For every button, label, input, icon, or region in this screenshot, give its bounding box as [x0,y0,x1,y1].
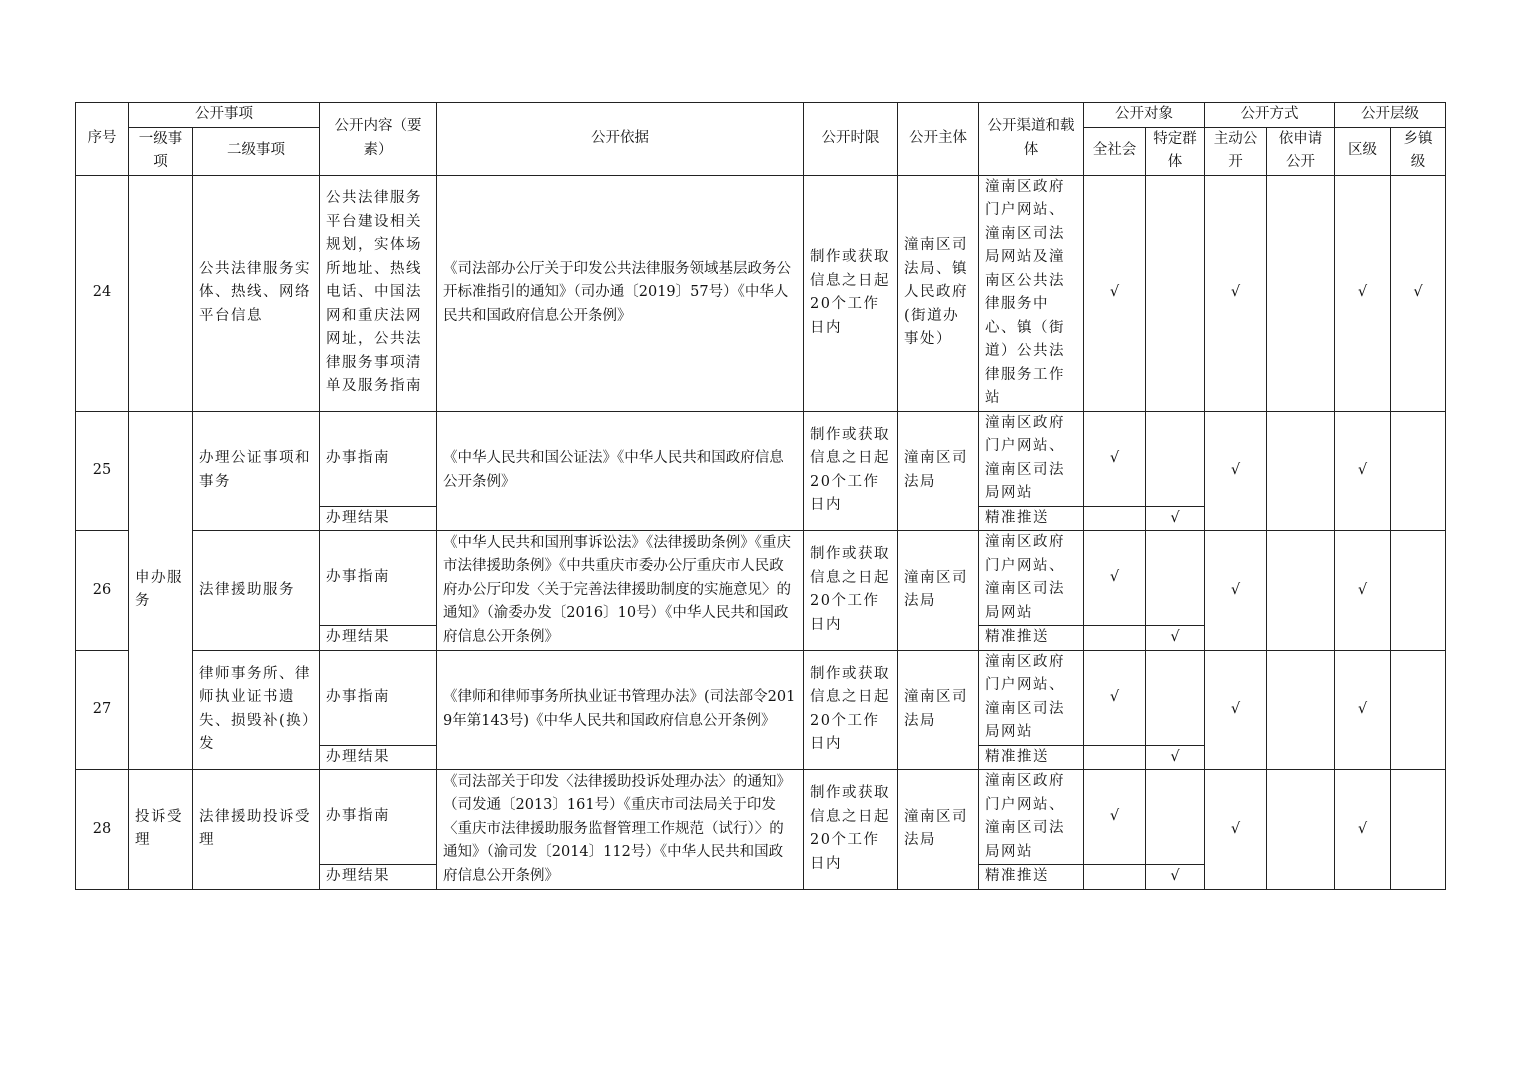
check-target-public: √ [1084,531,1146,626]
check-tier-town [1391,770,1446,890]
header-seq: 序号 [76,103,129,176]
row-channel-result: 精准推送 [979,745,1084,770]
check-target-specific [1146,650,1205,745]
check-target-specific [1146,411,1205,506]
check-tier-town: √ [1391,175,1446,411]
row-time-limit: 制作或获取信息之日起20个工作日内 [804,411,898,531]
row-level2: 法律援助投诉受理 [193,770,320,890]
check-target-specific: √ [1146,865,1205,890]
row-time-limit: 制作或获取信息之日起20个工作日内 [804,650,898,770]
row-seq: 24 [76,175,129,411]
header-row-1 [76,103,1446,128]
row-subject: 潼南区司法局 [898,650,979,770]
row-time-limit: 制作或获取信息之日起20个工作日内 [804,770,898,890]
check-mode-active: √ [1205,175,1267,411]
row-content-guide: 办事指南 [320,770,437,865]
disclosure-table [75,102,1446,890]
header-channel: 公开渠道和载体 [979,103,1084,176]
check-mode-active: √ [1205,531,1267,651]
check-mode-request [1267,770,1335,890]
row-subject: 潼南区司法局 [898,411,979,531]
row-time-limit: 制作或获取信息之日起20个工作日内 [804,175,898,411]
row-content-guide: 办事指南 [320,411,437,506]
row-channel-guide: 潼南区政府门户网站、潼南区司法局网站 [979,650,1084,745]
check-target-public: √ [1084,770,1146,865]
header-items: 公开事项 [129,103,320,128]
row-channel-result: 精准推送 [979,506,1084,531]
header-target: 公开对象 [1084,103,1205,128]
check-target-specific [1146,175,1205,411]
table-row [76,531,1446,626]
row-channel-guide: 潼南区政府门户网站、潼南区司法局网站 [979,770,1084,865]
row-level1: 投诉受理 [129,770,193,890]
check-mode-active: √ [1205,770,1267,890]
check-mode-active: √ [1205,650,1267,770]
row-level2: 法律援助服务 [193,531,320,651]
row-channel: 潼南区政府门户网站、潼南区司法局网站及潼南区公共法律服务中心、镇（街道）公共法律服务工作站 [979,175,1084,411]
check-target-specific [1146,531,1205,626]
row-level1-merged: 申办服务 [129,411,193,770]
check-mode-request [1267,650,1335,770]
check-tier-town [1391,650,1446,770]
header-content: 公开内容（要素） [320,103,437,176]
row-level2: 办理公证事项和事务 [193,411,320,531]
check-tier-town [1391,411,1446,531]
row-seq: 27 [76,650,129,770]
check-tier-town [1391,531,1446,651]
check-target-public: √ [1084,175,1146,411]
header-target-specific: 特定群体 [1146,127,1205,175]
check-target-specific: √ [1146,626,1205,651]
row-subject: 潼南区司法局、镇人民政府(街道办事处） [898,175,979,411]
header-tier-town: 乡镇级 [1391,127,1446,175]
header-target-public: 全社会 [1084,127,1146,175]
row-content-result: 办理结果 [320,626,437,651]
row-channel-result: 精准推送 [979,626,1084,651]
row-channel-guide: 潼南区政府门户网站、潼南区司法局网站 [979,531,1084,626]
check-mode-request [1267,411,1335,531]
row-basis: 《司法部关于印发〈法律援助投诉处理办法〉的通知》（司发通〔2013〕161号）《重庆市司法局关于印发〈重庆市法律援助服务监督管理工作规范（试行）〉的通知》（渝司发〔2014〕112号）《中华人民共和国政府信息公开条例》 [437,770,804,890]
check-mode-active: √ [1205,411,1267,531]
row-content: 公共法律服务平台建设相关规划，实体场所地址、热线电话、中国法网和重庆法网网址，公共法律服务事项清单及服务指南 [320,175,437,411]
row-content-guide: 办事指南 [320,531,437,626]
check-tier-district: √ [1335,650,1391,770]
check-tier-district: √ [1335,770,1391,890]
check-target-specific: √ [1146,506,1205,531]
check-target-public: √ [1084,650,1146,745]
row-channel-result: 精准推送 [979,865,1084,890]
check-tier-district: √ [1335,531,1391,651]
row-content-result: 办理结果 [320,506,437,531]
row-content-result: 办理结果 [320,865,437,890]
header-level1: 一级事项 [129,127,193,175]
row-seq: 26 [76,531,129,651]
row-seq: 28 [76,770,129,890]
check-target-public [1084,745,1146,770]
table-row [76,411,1446,506]
row-content-guide: 办事指南 [320,650,437,745]
header-level2: 二级事项 [193,127,320,175]
header-mode-active: 主动公开 [1205,127,1267,175]
check-tier-district: √ [1335,411,1391,531]
check-target-public [1084,506,1146,531]
row-basis: 《中华人民共和国刑事诉讼法》《法律援助条例》《重庆市法律援助条例》《中共重庆市委办公厅重庆市人民政府办公厅印发〈关于完善法律援助制度的实施意见〉的通知》（渝委办发〔2016〕10号）《中华人民共和国政府信息公开条例》 [437,531,804,651]
header-mode-request: 依申请公开 [1267,127,1335,175]
row-basis: 《律师和律师事务所执业证书管理办法》(司法部令2019年第143号)《中华人民共和国政府信息公开条例》 [437,650,804,770]
row-content-result: 办理结果 [320,745,437,770]
row-subject: 潼南区司法局 [898,770,979,890]
check-tier-district: √ [1335,175,1391,411]
row-subject: 潼南区司法局 [898,531,979,651]
table-row [76,175,1446,411]
table-row [76,650,1446,745]
header-basis: 公开依据 [437,103,804,176]
row-level2: 律师事务所、律师执业证书遗失、损毁补(换）发 [193,650,320,770]
header-mode: 公开方式 [1205,103,1335,128]
check-target-public [1084,865,1146,890]
header-tier-district: 区级 [1335,127,1391,175]
check-mode-request [1267,531,1335,651]
check-target-specific: √ [1146,745,1205,770]
check-target-public: √ [1084,411,1146,506]
row-time-limit: 制作或获取信息之日起20个工作日内 [804,531,898,651]
row-level1 [129,175,193,411]
table-row [76,770,1446,865]
header-tier: 公开层级 [1335,103,1446,128]
row-seq: 25 [76,411,129,531]
check-mode-request [1267,175,1335,411]
row-level2: 公共法律服务实体、热线、网络平台信息 [193,175,320,411]
header-subject: 公开主体 [898,103,979,176]
check-target-specific [1146,770,1205,865]
check-target-public [1084,626,1146,651]
row-channel-guide: 潼南区政府门户网站、潼南区司法局网站 [979,411,1084,506]
row-basis: 《中华人民共和国公证法》《中华人民共和国政府信息公开条例》 [437,411,804,531]
header-time-limit: 公开时限 [804,103,898,176]
row-basis: 《司法部办公厅关于印发公共法律服务领域基层政务公开标准指引的通知》（司办通〔2019〕57号）《中华人民共和国政府信息公开条例》 [437,175,804,411]
